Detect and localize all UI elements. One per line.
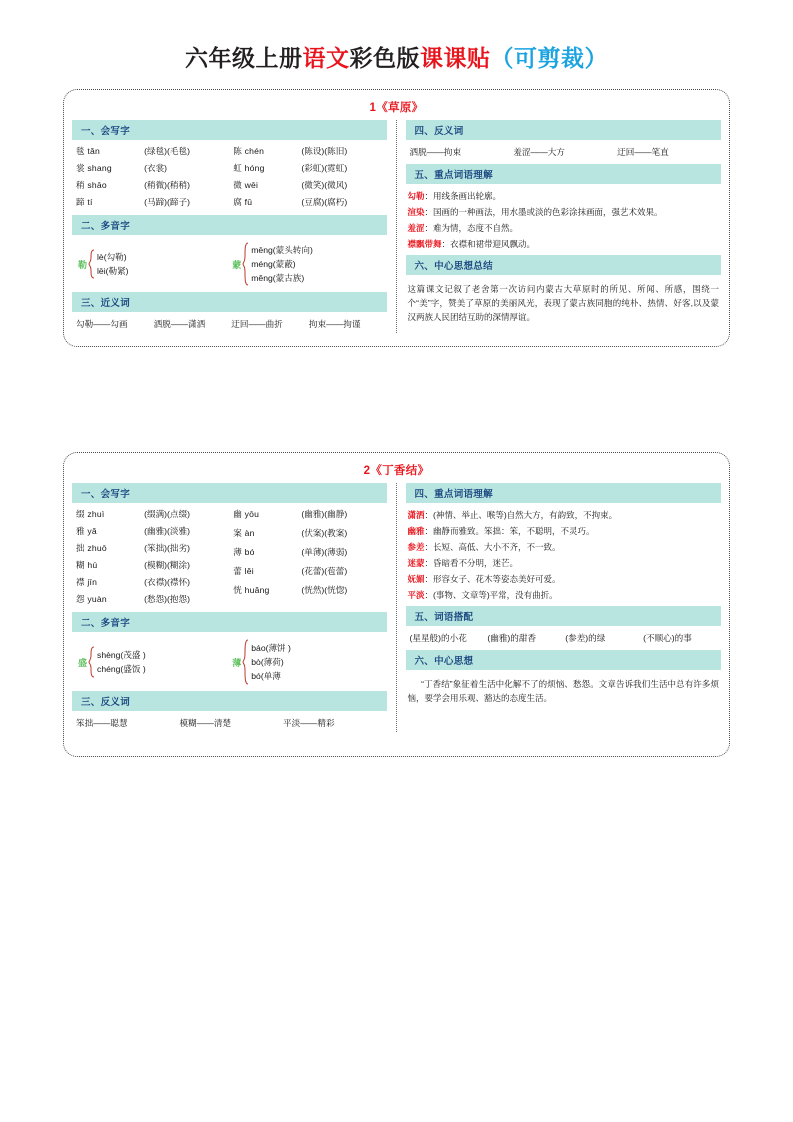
hanzi-words: (绿毯)(毛毯) — [144, 146, 190, 156]
card-2-zhongdian-heading: 四、重点词语理解 — [406, 483, 722, 503]
definition-line — [406, 587, 722, 603]
definition-line — [406, 571, 722, 587]
hanzi-char: 微 wēi — [233, 180, 259, 190]
dapei-item: (星星般)的小花 — [409, 633, 467, 644]
card-1-duoyin-heading: 二、多音字 — [72, 215, 387, 235]
hanzi-char: 拙 zhuō — [76, 543, 107, 553]
card-2-right-column — [397, 483, 722, 732]
card-1-jinyi-heading: 三、近义词 — [72, 292, 387, 312]
hanzi-words: (幽雅)(幽静) — [301, 509, 348, 519]
duoyin-item: měng(蒙古族) — [251, 273, 305, 284]
hanzi-words: (稍微)(稍稍) — [144, 180, 190, 190]
hanzi-char: 雅 yǎ — [76, 526, 97, 536]
card-1-fanyi-row — [406, 144, 722, 161]
card-1-zhongdian-heading: 五、重点词语理解 — [406, 164, 722, 184]
card-1-title: 1《草原》 — [369, 102, 424, 114]
card-1-jinyi-row — [72, 316, 387, 333]
card-2-dapei-heading: 五、词语搭配 — [406, 606, 722, 626]
hanzi-words: (衣襟)(襟怀) — [144, 577, 190, 587]
hanzi-char: 怨 yuàn — [76, 594, 107, 604]
fanyi-pair: 洒脱——拘束 — [409, 147, 462, 157]
hanzi-words: (微笑)(微风) — [301, 180, 348, 190]
definition-line — [406, 188, 722, 204]
page-title-part-2: 语文 — [302, 45, 350, 71]
card-2-hanzi-left-group — [72, 507, 229, 609]
duoyin-items — [251, 243, 313, 286]
hanzi-words: (幽雅)(淡雅) — [144, 526, 190, 536]
card-2-zhongxin-heading: 六、中心思想 — [406, 650, 722, 670]
definition-text: ：长短、高低、大小不齐，不一致。 — [424, 542, 561, 553]
hanzi-char: 裳 shang — [76, 163, 112, 173]
brace-icon — [242, 242, 249, 286]
definition-key: 幽雅 — [407, 526, 425, 537]
hanzi-words: (笨拙)(拙劣) — [144, 543, 190, 553]
definition-text: ：昏暗看不分明，迷芒。 — [424, 558, 519, 569]
card-1-hanzi-right-group — [229, 144, 386, 212]
duoyin-char: 盛 — [78, 657, 88, 668]
hanzi-words: (豆腐)(腐朽) — [301, 197, 348, 207]
card-1-fanyi-heading: 四、反义词 — [406, 120, 722, 140]
hanzi-words: (缀满)(点缀) — [144, 509, 190, 519]
card-2-dapei-row — [406, 630, 722, 647]
hanzi-char — [233, 603, 301, 605]
definition-key: 渲染 — [407, 207, 425, 218]
definition-key: 妩媚 — [407, 574, 425, 585]
hanzi-words: (单薄)(薄弱) — [301, 547, 348, 557]
definition-text: ：形容女子、花木等姿态美好可爱。 — [424, 574, 561, 585]
page-title-part-4: 课课贴 — [420, 45, 491, 71]
dapei-item: (幽雅)的甜香 — [487, 633, 537, 644]
duoyin-items — [97, 648, 146, 676]
duoyin-group — [232, 242, 386, 286]
jinyi-pair: 拘束——拘谨 — [308, 319, 361, 329]
card-2-summary-text: “丁香结”象征着生活中化解不了的烦恼、愁怨。文章告诉我们生活中总有许多烦恼，要学会用乐观、豁达的态度生活。 — [407, 679, 719, 704]
card-2-hanzi-right-group — [229, 507, 386, 609]
duoyin-item: bò(薄荷) — [251, 656, 284, 667]
card-1-hanzi-table — [72, 144, 387, 212]
hanzi-char: 虹 hóng — [233, 163, 265, 173]
card-1-zhongxin-heading: 六、中心思想总结 — [406, 255, 722, 275]
duoyin-char: 薄 — [232, 657, 242, 668]
hanzi-char: 蹄 tí — [76, 197, 93, 207]
hanzi-char: 恍 huǎng — [233, 585, 270, 595]
duoyin-item: lè(勾勒) — [97, 251, 127, 262]
page-title-part-3: 彩色版 — [349, 45, 420, 71]
definition-text: ：(神情、举止、喉等)自然大方，有韵致，不拘束。 — [424, 510, 618, 520]
duoyin-item: mēng(蒙头转向) — [251, 244, 313, 255]
page-title-part-5: （可剪裁） — [490, 45, 608, 71]
hanzi-char: 案 àn — [233, 528, 255, 538]
card-2-columns — [72, 483, 721, 732]
card-2-duoyin-heading: 二、多音字 — [72, 612, 387, 632]
hanzi-words: (花蕾)(苞蕾) — [301, 566, 348, 576]
brace-icon — [242, 639, 249, 685]
hanzi-char: 稍 shāo — [76, 180, 107, 190]
definition-key: 襟飘带舞 — [407, 239, 442, 250]
hanzi-char: 幽 yōu — [233, 509, 260, 519]
hanzi-words: (彩虹)(霓虹) — [301, 163, 348, 173]
definition-key: 勾勒 — [407, 191, 425, 201]
hanzi-char: 蕾 lěi — [233, 566, 254, 576]
jinyi-pair: 勾勒——勾画 — [76, 319, 128, 329]
definition-key: 平淡 — [407, 590, 425, 601]
card-2-duoyin-row — [72, 636, 387, 688]
definition-key: 羞涩 — [407, 223, 425, 234]
fanyi-pair: 平淡——精彩 — [283, 718, 335, 728]
duoyin-group — [232, 639, 386, 685]
definition-line — [406, 523, 722, 539]
definition-text: ：难为情，态度不自然。 — [424, 223, 519, 234]
definition-key: 潇洒 — [407, 510, 425, 520]
lesson-card-1 — [63, 89, 730, 347]
page-title-part-1: 六年级上册 — [185, 45, 303, 71]
hanzi-words: (伏案)(教案) — [301, 528, 348, 538]
hanzi-char: 毯 tǎn — [76, 146, 100, 156]
card-1-hanzi-left-group — [72, 144, 229, 212]
brace-icon — [88, 249, 95, 279]
card-2-left-column — [72, 483, 397, 732]
card-1-duoyin-row — [72, 239, 387, 289]
duoyin-group — [78, 639, 232, 685]
duoyin-item: lēi(勒紧) — [97, 266, 129, 276]
definition-line — [406, 236, 722, 252]
duoyin-items — [251, 641, 291, 684]
dapei-item: (不顺心)的事 — [643, 633, 692, 644]
duoyin-char: 蒙 — [232, 259, 242, 270]
definition-text: ：(事物、文章等)平常，没有曲折。 — [424, 590, 558, 601]
definition-line — [406, 555, 722, 571]
hanzi-words: (恍然)(恍惚) — [301, 585, 348, 595]
duoyin-items — [97, 250, 129, 278]
card-1-summary-text: 这篇课文记叙了老舍第一次访问内蒙古大草原时的所见、所闻、所感，围绕一个“美”字，赞美了草原的美丽风光，表现了蒙古族同胞的纯朴、热情、好客,以及蒙汉两族人民团结互助的深情厚谊。 — [407, 284, 719, 322]
card-2-title: 2《丁香结》 — [363, 465, 430, 477]
hanzi-words: (陈设)(陈旧) — [301, 146, 348, 156]
definition-text: ：衣襟和裙带迎风飘动。 — [441, 239, 536, 250]
hanzi-char: 糊 hú — [76, 560, 98, 570]
definition-text: ：幽静而雅致。笨拙：笨，不聪明，不灵巧。 — [424, 526, 595, 537]
hanzi-char: 薄 bó — [233, 547, 255, 557]
duoyin-item: chéng(盛饭 ) — [97, 664, 146, 674]
duoyin-group — [78, 242, 232, 286]
duoyin-item: báo(薄饼 ) — [251, 642, 291, 653]
definition-key: 迷蒙 — [407, 558, 425, 569]
definition-line — [406, 539, 722, 555]
definition-key: 参差 — [407, 542, 425, 553]
definition-text: ：用线条画出轮廓。 — [424, 191, 502, 201]
hanzi-words — [301, 603, 386, 605]
card-2-hanzi-table — [72, 507, 387, 609]
definition-line — [406, 507, 722, 523]
page-title — [0, 0, 793, 73]
hanzi-char: 腐 fǔ — [233, 197, 253, 207]
hanzi-words: (模糊)(糊涂) — [144, 560, 190, 570]
card-1-left-column — [72, 120, 397, 333]
card-2-fanyi-heading: 三、反义词 — [72, 691, 387, 711]
jinyi-pair: 洒脱——潇洒 — [153, 319, 206, 329]
dapei-item: (参差)的绿 — [565, 633, 606, 644]
hanzi-words: (愁怨)(抱怨) — [144, 594, 190, 604]
card-1-right-column — [397, 120, 722, 333]
card-2-hanzi-heading: 一、会写字 — [72, 483, 387, 503]
fanyi-pair: 迂回——笔直 — [617, 147, 669, 157]
fanyi-pair: 羞涩——大方 — [513, 147, 565, 157]
duoyin-item: bó(单薄 — [251, 671, 281, 682]
brace-icon — [88, 646, 95, 678]
hanzi-char: 缀 zhuì — [76, 509, 105, 519]
definition-line — [406, 220, 722, 236]
hanzi-char: 陈 chén — [233, 146, 265, 156]
jinyi-pair: 迂回——曲折 — [231, 319, 283, 329]
card-1-hanzi-heading: 一、会写字 — [72, 120, 387, 140]
lesson-card-2 — [63, 452, 730, 757]
card-2-fanyi-row — [72, 715, 387, 732]
hanzi-words: (衣裳) — [144, 163, 168, 173]
definition-line — [406, 204, 722, 220]
duoyin-char: 勒 — [78, 259, 88, 270]
duoyin-item: méng(蒙蔽) — [251, 258, 296, 269]
fanyi-pair: 笨拙——聪慧 — [76, 718, 128, 728]
duoyin-item: shèng(茂盛 ) — [97, 649, 146, 660]
hanzi-char: 襟 jīn — [76, 577, 98, 587]
hanzi-words: (马蹄)(蹄子) — [144, 197, 190, 207]
fanyi-pair: 模糊——清楚 — [179, 718, 232, 728]
definition-text: ：国画的一种画法，用水墨或淡的色彩涂抹画面，强艺术效果。 — [424, 207, 663, 218]
card-1-columns — [72, 120, 721, 333]
